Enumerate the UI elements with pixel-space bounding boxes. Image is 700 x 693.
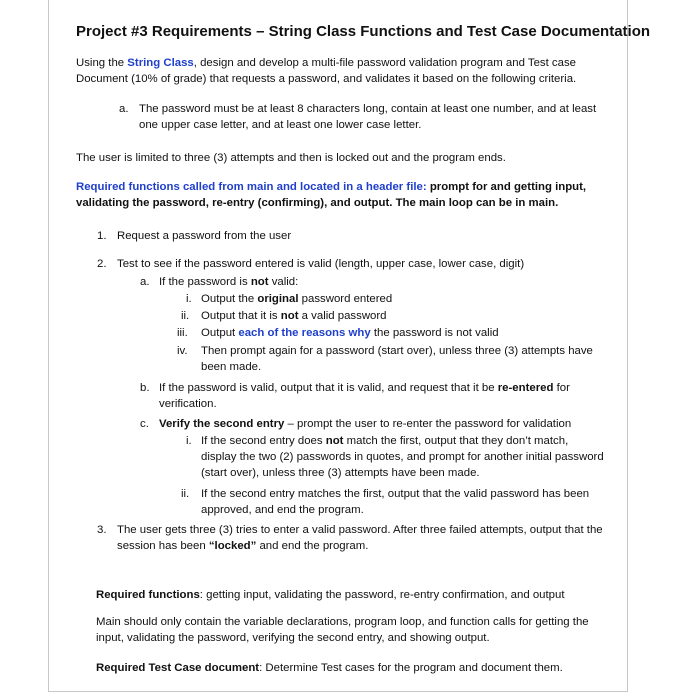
step-2a-iv-text: Then prompt again for a password (start over), unless three (3) attempts have been made. (201, 345, 593, 373)
step-2a-ii-marker: ii. (181, 310, 190, 322)
step-2c-text: Verify the second entry – prompt the user to re-enter the password for validation (159, 418, 572, 430)
required-functions-header (76, 179, 606, 211)
intro-text-start: Using the (76, 57, 128, 69)
intro-text-rest: , design and develop a multi-file password validation program and Test case Document (10% of grade) that requests a password, and validates it based on the following criteria. (76, 57, 577, 85)
step-2a-iii-marker: iii. (177, 327, 188, 339)
step-2c-marker: c. (140, 418, 149, 430)
step-1-marker: 1. (97, 230, 107, 242)
step-2a-i-marker: i. (186, 293, 192, 305)
step-2-marker: 2. (97, 258, 107, 270)
step-2c-ii-text: If the second entry matches the first, output that the valid password has been approved, and end the program. (201, 488, 590, 516)
step-3-text: The user gets three (3) tries to enter a valid password. After three failed attempts, output that the session has been “locked” and end the program. (117, 524, 603, 552)
test-case-requirement: Required Test Case document: Determine Test cases for the program and document them. (96, 662, 563, 674)
required-functions-details: prompt for and getting input, validating the password, re-entry (confirming), and output. The main loop can be in main. (76, 181, 587, 209)
step-2a-iv-marker: iv. (177, 345, 188, 357)
step-2c-ii-marker: ii. (181, 488, 190, 500)
step-1-text: Request a password from the user (117, 230, 292, 242)
step-2-text: Test to see if the password entered is valid (length, upper case, lower case, digit) (117, 258, 525, 270)
step-2c-i-marker: i. (186, 435, 192, 447)
string-class-emphasis: String Class (127, 57, 194, 69)
step-2a-text: If the password is not valid: (159, 276, 299, 288)
step-2a-marker: a. (140, 276, 150, 288)
step-2c-i-text: If the second entry does not match the first, output that they don’t match, display the two (2) passwords in quotes, and prompt for another initial password (start over), unless three (3) attempts have been made. (201, 435, 604, 479)
step-2a-ii-text: Output that it is not a valid password (201, 310, 387, 322)
step-2b-marker: b. (140, 382, 150, 394)
step-2a-i-text: Output the original password entered (201, 293, 393, 305)
step-3-marker: 3. (97, 524, 107, 536)
attempt-limit-text: The user is limited to three (3) attempts and then is locked out and the program ends. (76, 152, 506, 164)
intro-paragraph (76, 55, 606, 87)
criteria-text: The password must be at least 8 characters long, contain at least one number, and at least one upper case letter, and at least one lower case letter. (139, 103, 597, 131)
criteria-marker: a. (119, 103, 129, 115)
required-functions-summary: Required functions: getting input, validating the password, re-entry confirmation, and output (96, 589, 565, 601)
step-2b-text: If the password is valid, output that it is valid, and request that it be re-entered for verification. (159, 382, 570, 410)
step-2a-iii-text: Output each of the reasons why the password is not valid (201, 327, 499, 339)
main-requirements-text: Main should only contain the variable declarations, program loop, and function calls for getting the input, validating the password, verifying the second entry, and showing output. (96, 616, 589, 644)
required-functions-heading: Required functions called from main and located in a header file: (76, 181, 427, 193)
page-title: Project #3 Requirements – String Class Functions and Test Case Documentation (76, 23, 651, 40)
